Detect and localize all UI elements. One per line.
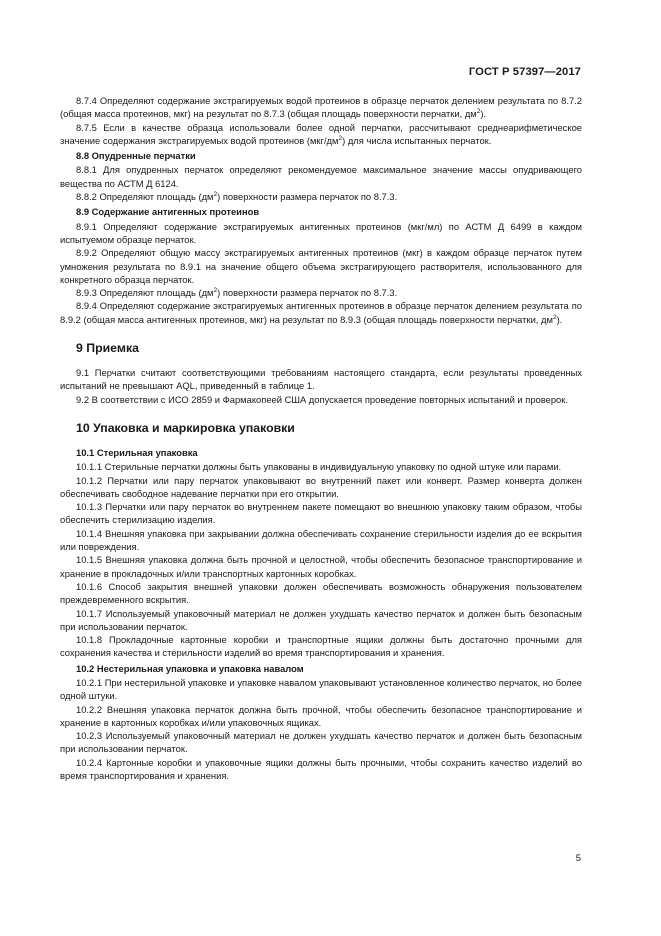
section-9-title	[60, 340, 582, 356]
text-run: 9.2 В соответствии с ИСО 2859 и Фармакопеей США допускается проведение повторных испытаний и проверок.	[76, 393, 568, 405]
text-run: 10.2.4 Картонные коробки и упаковочные ящики должны быть прочными, чтобы сохранить качество изделий во время транспортирования и хранения.	[60, 756, 582, 782]
text-run: 10.1.5 Внешняя упаковка должна быть прочной и целостной, чтобы обеспечить безопасное транспортирование и хранение в прокладочных и/или транспортных картонных коробках.	[60, 554, 582, 579]
text-run: 10.2 Нестерильная упаковка и упаковка навалом	[76, 662, 304, 674]
document-code-header: ГОСТ Р 57397—2017	[468, 66, 581, 78]
text-run: 8.9.4 Определяют содержание экстрагируемых антигенных протеинов в образце перчаток делением результата по 8.9.2 (общая масса антигенных протеинов, мкг) на результат по 8.9.3 (общая площадь поверхности перчатки, дм	[60, 300, 582, 325]
text-run: ).	[480, 108, 487, 120]
text-run: 8.9.3 Определяют площадь (дм	[76, 287, 214, 299]
text-run: 10.1.3 Перчатки или пару перчаток во внутреннем пакете помещают во внешнюю упаковку таким образом, чтобы обеспечить стерилизацию изделия.	[60, 501, 582, 526]
superscript: 2	[213, 191, 218, 199]
document-body	[60, 94, 582, 782]
text-run: 8.8.2 Определяют площадь (дм	[76, 191, 214, 203]
para-10-2-2	[60, 703, 582, 730]
section-10-title	[60, 420, 582, 436]
text-run: 10.1.1 Стерильные перчатки должны быть упакованы в индивидуальную упаковку по одной штуке или парами.	[76, 461, 562, 473]
text-run: 10.1 Стерильная упаковка	[76, 446, 198, 458]
superscript: 2	[213, 287, 218, 295]
para-10-1-2	[60, 474, 582, 501]
subsection-10-1-title	[60, 446, 582, 459]
subsection-10-2-title	[60, 662, 582, 675]
para-10-1-1	[60, 460, 582, 473]
text-run: 9.1 Перчатки считают соответствующими требованиям настоящего стандарта, если результаты проведенных испытаний не превышают AQL, приведенный в таблице 1.	[60, 367, 582, 392]
text-run: 10.1.4 Внешняя упаковка при закрывании должна обеспечивать сохранение стерильности изделия до ее вскрытия или повреждения.	[60, 527, 582, 553]
text-run: ).	[556, 313, 563, 325]
para-8-8-2	[60, 190, 582, 203]
text-run: 8.9 Содержание антигенных протеинов	[76, 206, 260, 218]
para-10-2-4	[60, 756, 582, 783]
superscript: 2	[476, 108, 481, 116]
text-run: ) поверхности размера перчаток по 8.7.3.	[217, 287, 398, 299]
text-run: 10.1.2 Перчатки или пару перчаток упаковывают во внутренний пакет или конверт. Размер конверта должен обеспечивать свободное надевание перчатки при его открытии.	[60, 474, 582, 499]
para-9-1	[60, 366, 582, 393]
text-run: 10.1.8 Прокладочные картонные коробки и транспортные ящики должны быть достаточно прочными для сохранения качества и стерильности изделий во время транспортирования и хранения.	[60, 634, 582, 659]
text-run: 8.8 Опудренные перчатки	[76, 150, 196, 162]
text-run: 8.9.1 Определяют содержание экстрагируемых антигенных протеинов (мкг/мл) по АСТМ Д 6499 в каждом испытуемом образце перчаток.	[60, 220, 582, 245]
para-8-7-5	[60, 121, 582, 148]
superscript: 2	[552, 313, 557, 321]
page-number: 5	[575, 852, 581, 863]
para-10-1-6	[60, 580, 582, 607]
para-10-1-7	[60, 607, 582, 634]
para-8-9-3	[60, 286, 582, 299]
text-run: 8.9.2 Определяют общую массу экстрагируемых антигенных протеинов (мкг) в каждом образце перчаток путем умножения результата по 8.9.1 на значение общего объема экстрагирующего растворителя, использованного для конкретного образца перчаток.	[60, 247, 582, 285]
text-run: 8.8.1 Для опудренных перчаток определяют рекомендуемое максимальное значение массы опудривающего вещества по АСТМ Д 6124.	[60, 164, 582, 189]
para-10-1-3	[60, 500, 582, 527]
para-8-8-1	[60, 163, 582, 190]
subsection-8-9-title	[60, 205, 582, 218]
text-run: 10.1.7 Используемый упаковочный материал не должен ухудшать качество перчаток и должен быть безопасным при использовании перчаток.	[60, 607, 582, 632]
para-10-2-3	[60, 729, 582, 756]
para-10-1-5	[60, 553, 582, 580]
text-run: 10 Упаковка и маркировка упаковки	[76, 420, 295, 435]
para-9-2	[60, 393, 582, 406]
text-run: ) для числа испытанных перчаток.	[342, 134, 492, 146]
para-8-9-4	[60, 299, 582, 326]
text-run: ) поверхности размера перчаток по 8.7.3.	[217, 191, 398, 203]
para-8-9-1	[60, 220, 582, 247]
subsection-8-8-title	[60, 149, 582, 162]
superscript: 2	[338, 134, 343, 142]
para-8-7-4	[60, 94, 582, 121]
text-run: 10.1.6 Способ закрытия внешней упаковки должен обеспечивать возможность обнаружения пользователем преждевременного вскрытия.	[60, 580, 582, 606]
text-run: 9 Приемка	[76, 341, 139, 356]
para-10-2-1	[60, 676, 582, 703]
text-run: 10.2.2 Внешняя упаковка перчаток должна быть прочной, чтобы обеспечить безопасное транспортирование и хранение в картонных коробках и/или упаковочных ящиках.	[60, 703, 582, 728]
text-run: 10.2.1 При нестерильной упаковке и упаковке навалом упаковывают установленное количество перчаток, но более одной штуки.	[60, 676, 582, 702]
text-run: 8.7.4 Определяют содержание экстрагируемых водой протеинов в образце перчаток делением результата по 8.7.2 (общая масса протеинов, мкг) на результат по 8.7.3 (общая площадь поверхности перчатки, дм	[60, 95, 582, 120]
para-10-1-4	[60, 527, 582, 554]
para-8-9-2	[60, 246, 582, 286]
para-10-1-8	[60, 633, 582, 660]
text-run: 8.7.5 Если в качестве образца использовали более одной перчатки, рассчитывают среднеарифметическое значение содержания экстрагируемых водой протеинов (мкг/дм	[60, 121, 582, 146]
text-run: 10.2.3 Используемый упаковочный материал не должен ухудшать качество перчаток и должен быть безопасным при использовании перчаток.	[60, 730, 582, 755]
